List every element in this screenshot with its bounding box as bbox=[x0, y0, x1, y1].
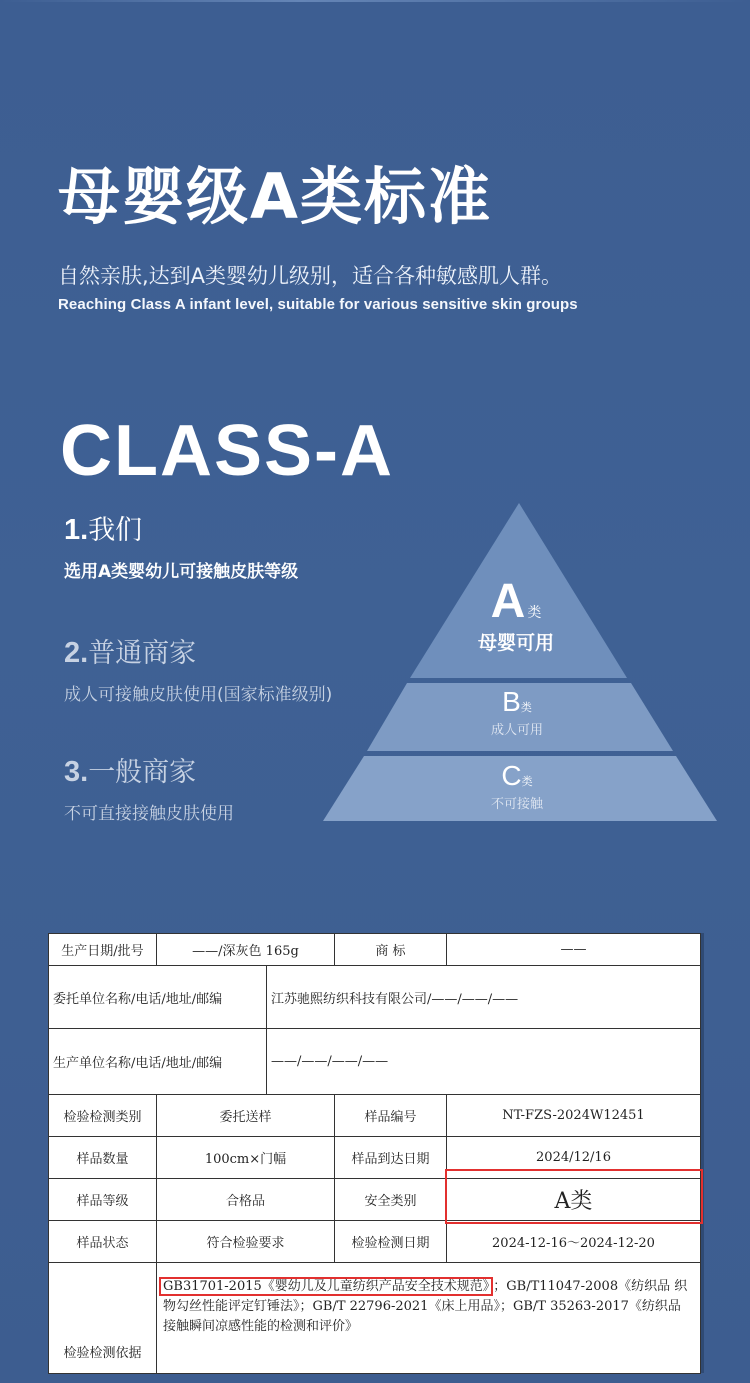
tier-usage: 成人可用 bbox=[490, 723, 543, 738]
tier-a-label bbox=[440, 575, 592, 655]
level-name: 一般商家 bbox=[88, 757, 197, 788]
tier-c-label bbox=[460, 762, 574, 812]
level-number: 3. bbox=[64, 756, 89, 788]
tier-suffix: 类 bbox=[520, 701, 532, 714]
table-cell: 委托送样 bbox=[157, 1095, 335, 1137]
tier-usage: 母婴可用 bbox=[477, 632, 554, 654]
page-title: 母婴级A类标准 bbox=[58, 160, 492, 233]
table-cell: 2024/12/16 bbox=[447, 1137, 701, 1179]
table-row bbox=[49, 1263, 701, 1374]
subtitle-chinese: 自然亲肤,达到A类婴幼儿级别，适合各种敏感肌人群。 bbox=[58, 264, 563, 288]
other-standards: ；GB/T11047-2008《纺织品 织物勾丝性能评定钉锤法》；GB/T 22796-2021《床上用品》；GB/T 35263-2017《纺织品 接触瞬间凉感性能的检测和评价》 bbox=[163, 1279, 688, 1334]
table-cell: 安全类别 bbox=[335, 1179, 447, 1221]
table-cell: 检验检测日期 bbox=[335, 1221, 447, 1263]
table-cell: 商 标 bbox=[335, 934, 447, 966]
table-cell: 委托单位名称/电话/地址/邮编 bbox=[49, 966, 267, 1029]
table-cell: 样品到达日期 bbox=[335, 1137, 447, 1179]
table-cell: 检验检测类别 bbox=[49, 1095, 157, 1137]
table-row bbox=[49, 1029, 701, 1095]
highlighted-standard: GB31701-2015《婴幼儿及儿童纺织产品安全技术规范》 bbox=[159, 1277, 493, 1296]
test-report bbox=[48, 933, 700, 1373]
subtitle-english: Reaching Class A infant level, suitable for various sensitive skin groups bbox=[58, 296, 578, 313]
level-description: 选用A类婴幼儿可接触皮肤等级 bbox=[64, 562, 299, 582]
table-cell: ——/深灰色 165g bbox=[157, 934, 335, 966]
table-cell: ——/——/——/—— bbox=[267, 1029, 701, 1095]
table-cell: 生产日期/批号 bbox=[49, 934, 157, 966]
safety-category-value: A类 bbox=[447, 1179, 701, 1221]
level-description: 不可直接接触皮肤使用 bbox=[64, 804, 234, 824]
table-row bbox=[49, 1221, 701, 1263]
table-row bbox=[49, 934, 701, 966]
table-cell: 样品编号 bbox=[335, 1095, 447, 1137]
table-cell: 样品数量 bbox=[49, 1137, 157, 1179]
table-cell: 江苏驰熙纺织科技有限公司/——/——/—— bbox=[267, 966, 701, 1029]
level-name: 我们 bbox=[88, 515, 143, 546]
table-row bbox=[49, 966, 701, 1029]
table-cell: 合格品 bbox=[157, 1179, 335, 1221]
test-basis-cell bbox=[157, 1263, 701, 1374]
table-cell: —— bbox=[447, 934, 701, 966]
table-cell: 生产单位名称/电话/地址/邮编 bbox=[49, 1029, 267, 1095]
table-cell: 检验检测依据 bbox=[49, 1263, 157, 1374]
table-cell: 2024-12-16～2024-12-20 bbox=[447, 1221, 701, 1263]
level-number: 1. bbox=[64, 514, 89, 546]
tier-b-label bbox=[460, 688, 574, 738]
class-a-heading: CLASS-A bbox=[60, 411, 394, 491]
table-cell: 符合检验要求 bbox=[157, 1221, 335, 1263]
tier-usage: 不可接触 bbox=[490, 797, 543, 812]
table-cell: NT-FZS-2024W12451 bbox=[447, 1095, 701, 1137]
table-cell: 样品等级 bbox=[49, 1179, 157, 1221]
table-cell: 样品状态 bbox=[49, 1221, 157, 1263]
test-report-table bbox=[48, 933, 701, 1374]
tier-letter: C bbox=[501, 760, 522, 791]
tier-letter: A bbox=[490, 575, 526, 628]
table-row bbox=[49, 1095, 701, 1137]
tier-suffix: 类 bbox=[527, 605, 542, 621]
tier-letter: B bbox=[502, 686, 521, 717]
safety-category-highlight bbox=[445, 1169, 703, 1224]
level-name: 普通商家 bbox=[88, 638, 197, 669]
tier-suffix: 类 bbox=[521, 775, 533, 788]
table-cell: 100cm×门幅 bbox=[157, 1137, 335, 1179]
level-number: 2. bbox=[64, 637, 89, 669]
level-description: 成人可接触皮肤使用(国家标准级别) bbox=[64, 685, 333, 705]
